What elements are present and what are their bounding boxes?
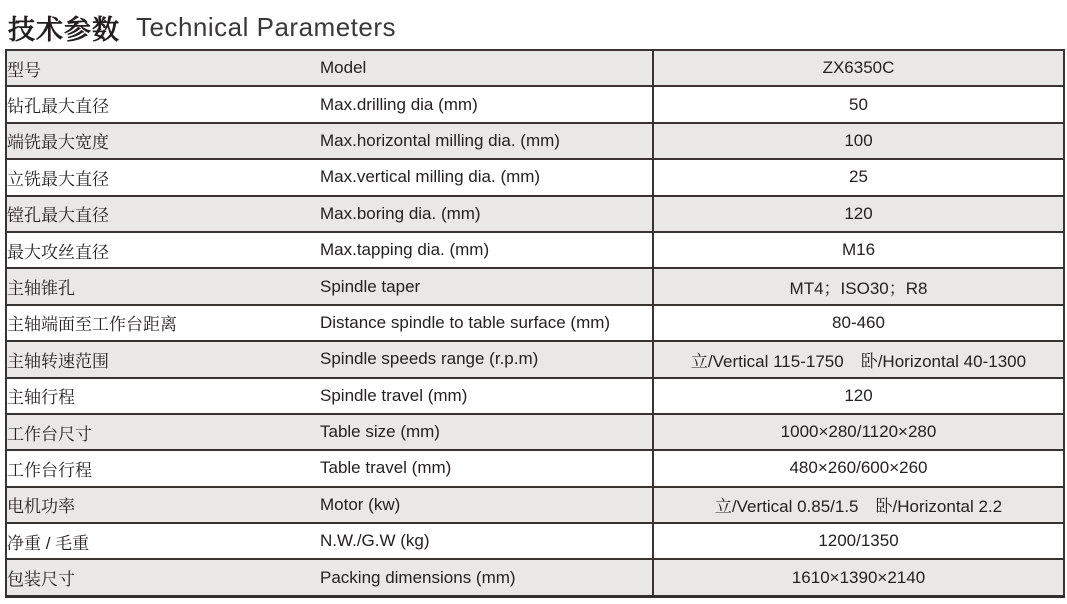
param-label-cn: 主轴锥孔 (6, 268, 320, 304)
table-row (6, 559, 1064, 596)
param-label-en: Table travel (mm) (320, 450, 653, 486)
param-label-cn: 主轴行程 (6, 378, 320, 414)
param-label-cn: 端铣最大宽度 (6, 123, 320, 159)
param-label-en: Motor (kw) (320, 487, 653, 523)
param-label-en: Distance spindle to table surface (mm) (320, 305, 653, 341)
param-value: 立/Vertical 0.85/1.5 卧/Horizontal 2.2 (653, 487, 1064, 523)
param-value: 80-460 (653, 305, 1064, 341)
param-label-en: Model (320, 50, 653, 86)
param-value: 480×260/600×260 (653, 450, 1064, 486)
table-row (6, 414, 1064, 450)
param-value: M16 (653, 232, 1064, 268)
param-label-cn: 钻孔最大直径 (6, 86, 320, 122)
param-label-en: Spindle taper (320, 268, 653, 304)
technical-parameters-table-body (6, 50, 1064, 596)
param-label-en: Spindle speeds range (r.p.m) (320, 341, 653, 377)
table-row (6, 50, 1064, 86)
param-label-en: Max.horizontal milling dia. (mm) (320, 123, 653, 159)
page-title (0, 0, 1067, 49)
param-value: 120 (653, 196, 1064, 232)
param-label-cn: 主轴转速范围 (6, 341, 320, 377)
table-row (6, 341, 1064, 377)
param-label-en: Max.vertical milling dia. (mm) (320, 159, 653, 195)
param-label-cn: 立铣最大直径 (6, 159, 320, 195)
param-label-cn: 镗孔最大直径 (6, 196, 320, 232)
table-row (6, 268, 1064, 304)
param-label-cn: 工作台行程 (6, 450, 320, 486)
param-value: 立/Vertical 115-1750 卧/Horizontal 40-1300 (653, 341, 1064, 377)
table-row (6, 196, 1064, 232)
table-row (6, 159, 1064, 195)
page-title-english: Technical Parameters (136, 11, 396, 42)
param-label-cn: 包装尺寸 (6, 559, 320, 596)
param-label-en: N.W./G.W (kg) (320, 523, 653, 559)
param-value: 1610×1390×2140 (653, 559, 1064, 596)
param-value: 50 (653, 86, 1064, 122)
table-row (6, 123, 1064, 159)
param-label-cn: 型号 (6, 50, 320, 86)
param-value: 120 (653, 378, 1064, 414)
param-value: 100 (653, 123, 1064, 159)
param-value: 25 (653, 159, 1064, 195)
param-value: 1200/1350 (653, 523, 1064, 559)
param-label-en: Max.tapping dia. (mm) (320, 232, 653, 268)
param-label-cn: 工作台尺寸 (6, 414, 320, 450)
param-label-en: Max.boring dia. (mm) (320, 196, 653, 232)
param-label-cn: 电机功率 (6, 487, 320, 523)
table-row (6, 305, 1064, 341)
param-label-en: Packing dimensions (mm) (320, 559, 653, 596)
param-label-en: Max.drilling dia (mm) (320, 86, 653, 122)
param-value: MT4；ISO30；R8 (653, 268, 1064, 304)
param-label-en: Spindle travel (mm) (320, 378, 653, 414)
table-row (6, 487, 1064, 523)
param-label-cn: 净重 / 毛重 (6, 523, 320, 559)
param-value: 1000×280/1120×280 (653, 414, 1064, 450)
table-row (6, 232, 1064, 268)
technical-parameters-table (5, 49, 1065, 598)
table-row (6, 86, 1064, 122)
param-value: ZX6350C (653, 50, 1064, 86)
param-label-cn: 主轴端面至工作台距离 (6, 305, 320, 341)
param-label-en: Table size (mm) (320, 414, 653, 450)
table-row (6, 523, 1064, 559)
page-title-chinese: 技术参数 (8, 14, 120, 45)
param-label-cn: 最大攻丝直径 (6, 232, 320, 268)
table-row (6, 378, 1064, 414)
table-row (6, 450, 1064, 486)
